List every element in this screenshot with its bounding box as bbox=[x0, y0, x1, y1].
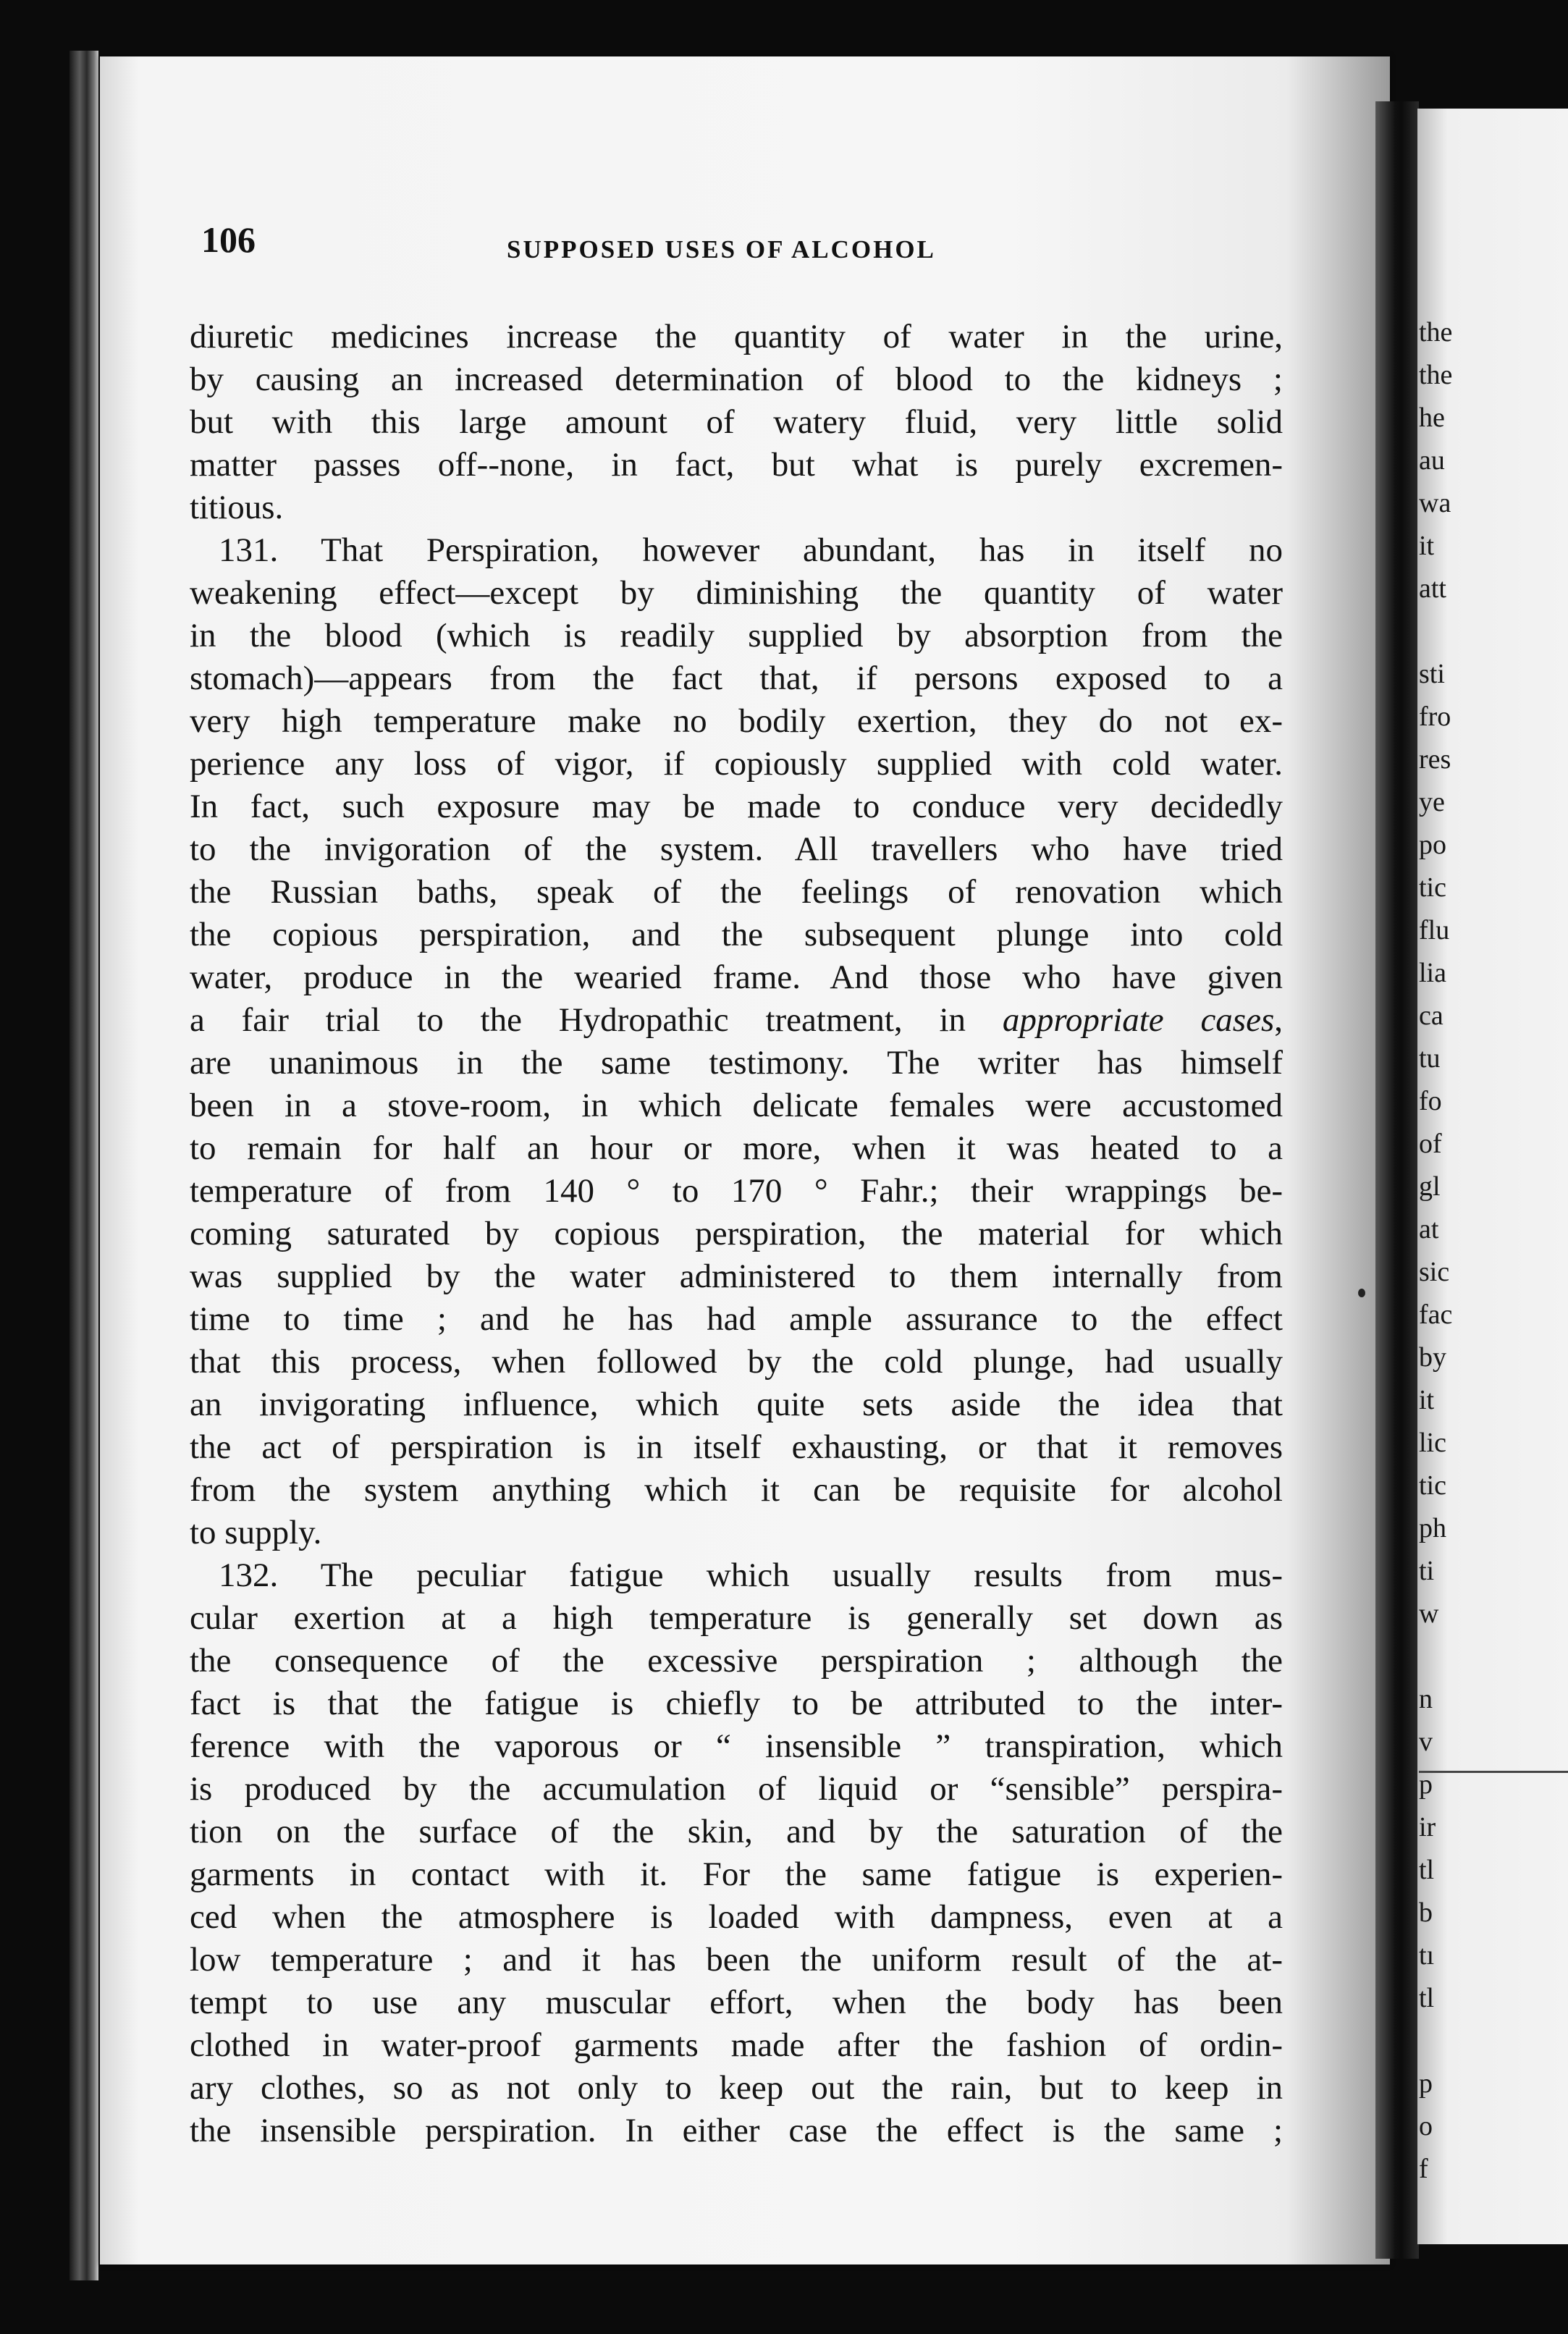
text-line: been in a stove-room, in which delicate females were accustomed bbox=[190, 1087, 1283, 1124]
text-line: matter passes off--none, in fact, but what is purely excremen- bbox=[190, 446, 1283, 484]
text-line: cular exertion at a high temperature is generally set down as bbox=[190, 1599, 1283, 1637]
text-line: weakening effect—except by diminishing the quantity of water bbox=[190, 574, 1283, 612]
facing-page-fragment: fac bbox=[1419, 1299, 1453, 1330]
ink-speck bbox=[1358, 1289, 1365, 1297]
text-line: garments in contact with it. For the same fatigue is experien- bbox=[190, 1855, 1283, 1893]
facing-page-fragment: tic bbox=[1419, 872, 1446, 903]
facing-page-fragment: w bbox=[1419, 1598, 1439, 1629]
text-line: coming saturated by copious perspiration, the material for which bbox=[190, 1215, 1283, 1252]
facing-page-fragment: tı bbox=[1419, 1940, 1435, 1971]
facing-page-fragment: gl bbox=[1419, 1171, 1441, 1202]
text-line: that this process, when followed by the cold plunge, had usually bbox=[190, 1343, 1283, 1381]
facing-page-fragment: p bbox=[1419, 2068, 1433, 2099]
facing-page-fragment: f bbox=[1419, 2154, 1428, 2184]
text-line: low temperature ; and it has been the uniform result of the at- bbox=[190, 1941, 1283, 1979]
running-title: SUPPOSED USES OF ALCOHOL bbox=[507, 235, 936, 264]
text-line: but with this large amount of watery fluid, very little solid bbox=[190, 403, 1283, 441]
text-line: tempt to use any muscular effort, when the body has been bbox=[190, 1984, 1283, 2021]
facing-page-fragment: ti bbox=[1419, 1556, 1435, 1586]
text-line-with-italic bbox=[190, 999, 1283, 1042]
text-line: In fact, such exposure may be made to conduce very decidedly bbox=[190, 788, 1283, 825]
text-line: ced when the atmosphere is loaded with dampness, even at a bbox=[190, 1898, 1283, 1936]
facing-page-fragment: fo bbox=[1419, 1086, 1442, 1116]
facing-page-fragment: tu bbox=[1419, 1043, 1441, 1074]
body-text bbox=[190, 316, 1283, 2152]
text-line: the act of perspiration is in itself exhausting, or that it removes bbox=[190, 1428, 1283, 1466]
facing-page-fragment: ca bbox=[1419, 1000, 1443, 1031]
text-line: temperature of from 140 ° to 170 ° Fahr.; their wrappings be- bbox=[190, 1172, 1283, 1210]
text-line: the insensible perspiration. In either case the effect is the same ; bbox=[190, 2112, 1283, 2149]
facing-page-fragment: sic bbox=[1419, 1257, 1450, 1287]
facing-page-fragment: he bbox=[1419, 403, 1445, 433]
text-line: perience any loss of vigor, if copiously supplied with cold water. bbox=[190, 745, 1283, 783]
facing-page-fragment: ye bbox=[1419, 787, 1445, 817]
text-line: to the invigoration of the system. All travellers who have tried bbox=[190, 830, 1283, 868]
paragraph-132-start: 132. The peculiar fatigue which usually results from mus- bbox=[219, 1556, 1283, 1594]
facing-page-fragment: ph bbox=[1419, 1513, 1446, 1543]
book-binding bbox=[69, 51, 98, 2280]
text-fragment: a fair trial to the Hydropathic treatment, in bbox=[190, 1001, 1003, 1039]
facing-page-fragment: by bbox=[1419, 1342, 1446, 1373]
facing-page-fragment: n bbox=[1419, 1684, 1433, 1714]
facing-page-fragment: po bbox=[1419, 830, 1446, 860]
text-line: to supply. bbox=[190, 1514, 322, 1551]
text-line: ary clothes, so as not only to keep out the rain, but to keep in bbox=[190, 2069, 1283, 2107]
facing-page-fragment: o bbox=[1419, 2111, 1433, 2141]
italic-phrase: appropriate cases bbox=[1002, 1001, 1275, 1039]
text-fragment: , bbox=[1274, 1001, 1283, 1039]
facing-page-fragment: att bbox=[1419, 573, 1446, 604]
text-line: the Russian baths, speak of the feelings of renovation which bbox=[190, 873, 1283, 911]
facing-page-fragment: b bbox=[1419, 1897, 1433, 1928]
text-line: by causing an increased determination of blood to the kidneys ; bbox=[190, 361, 1283, 398]
text-line: stomach)—appears from the fact that, if persons exposed to a bbox=[190, 660, 1283, 697]
facing-page-fragment: it bbox=[1419, 1385, 1435, 1415]
text-line: the copious perspiration, and the subsequent plunge into cold bbox=[190, 916, 1283, 953]
facing-page-fragment: ir bbox=[1419, 1812, 1436, 1842]
facing-page-fragment: it bbox=[1419, 531, 1435, 561]
text-line: ference with the vaporous or “ insensible ” transpiration, which bbox=[190, 1727, 1283, 1765]
text-line: are unanimous in the same testimony. The writer has himself bbox=[190, 1044, 1283, 1082]
page-gutter-shadow bbox=[1375, 101, 1419, 2259]
facing-page-fragment: tic bbox=[1419, 1470, 1446, 1501]
facing-page-fragment: v bbox=[1419, 1727, 1433, 1757]
text-line: fact is that the fatigue is chiefly to be attributed to the inter- bbox=[190, 1685, 1283, 1722]
facing-page-fragment: res bbox=[1419, 744, 1451, 775]
text-line: titious. bbox=[190, 489, 284, 526]
book-page-right-fragment bbox=[1417, 109, 1568, 2244]
facing-page-fragment: wa bbox=[1419, 488, 1451, 518]
facing-page-fragment: lic bbox=[1419, 1428, 1446, 1458]
facing-page-fragment: tl bbox=[1419, 1855, 1435, 1885]
facing-page-fragment: tl bbox=[1419, 1983, 1435, 2013]
text-line: an invigorating influence, which quite sets aside the idea that bbox=[190, 1386, 1283, 1423]
facing-page-fragment: au bbox=[1419, 445, 1445, 476]
facing-page-fragment: of bbox=[1419, 1129, 1442, 1159]
text-line: tion on the surface of the skin, and by the saturation of the bbox=[190, 1813, 1283, 1850]
text-line: the consequence of the excessive perspiration ; although the bbox=[190, 1642, 1283, 1680]
facing-page-fragment: fro bbox=[1419, 702, 1451, 732]
facing-page-fragment: the bbox=[1419, 360, 1453, 390]
facing-page-fragment: the bbox=[1419, 317, 1453, 347]
paragraph-131-start: 131. That Perspiration, however abundant, has in itself no bbox=[219, 531, 1283, 569]
text-line: in the blood (which is readily supplied by absorption from the bbox=[190, 617, 1283, 654]
text-line: is produced by the accumulation of liquid or “sensible” perspira- bbox=[190, 1770, 1283, 1808]
text-line: diuretic medicines increase the quantity of water in the urine, bbox=[190, 318, 1283, 355]
text-line: was supplied by the water administered to them internally from bbox=[190, 1257, 1283, 1295]
facing-page-fragment: lia bbox=[1419, 958, 1446, 988]
text-line: very high temperature make no bodily exertion, they do not ex- bbox=[190, 702, 1283, 740]
text-line: water, produce in the wearied frame. And those who have given bbox=[190, 959, 1283, 996]
text-line: from the system anything which it can be requisite for alcohol bbox=[190, 1471, 1283, 1509]
facing-page-fragment: at bbox=[1419, 1214, 1439, 1244]
page-number: 106 bbox=[201, 219, 256, 260]
text-line: clothed in water-proof garments made after the fashion of ordin- bbox=[190, 2026, 1283, 2064]
facing-page-fragment: p bbox=[1419, 1769, 1433, 1800]
text-line: to remain for half an hour or more, when it was heated to a bbox=[190, 1129, 1283, 1167]
facing-page-fragment: sti bbox=[1419, 659, 1445, 689]
text-line: time to time ; and he has had ample assurance to the effect bbox=[190, 1300, 1283, 1338]
facing-page-fragment: flu bbox=[1419, 915, 1450, 945]
